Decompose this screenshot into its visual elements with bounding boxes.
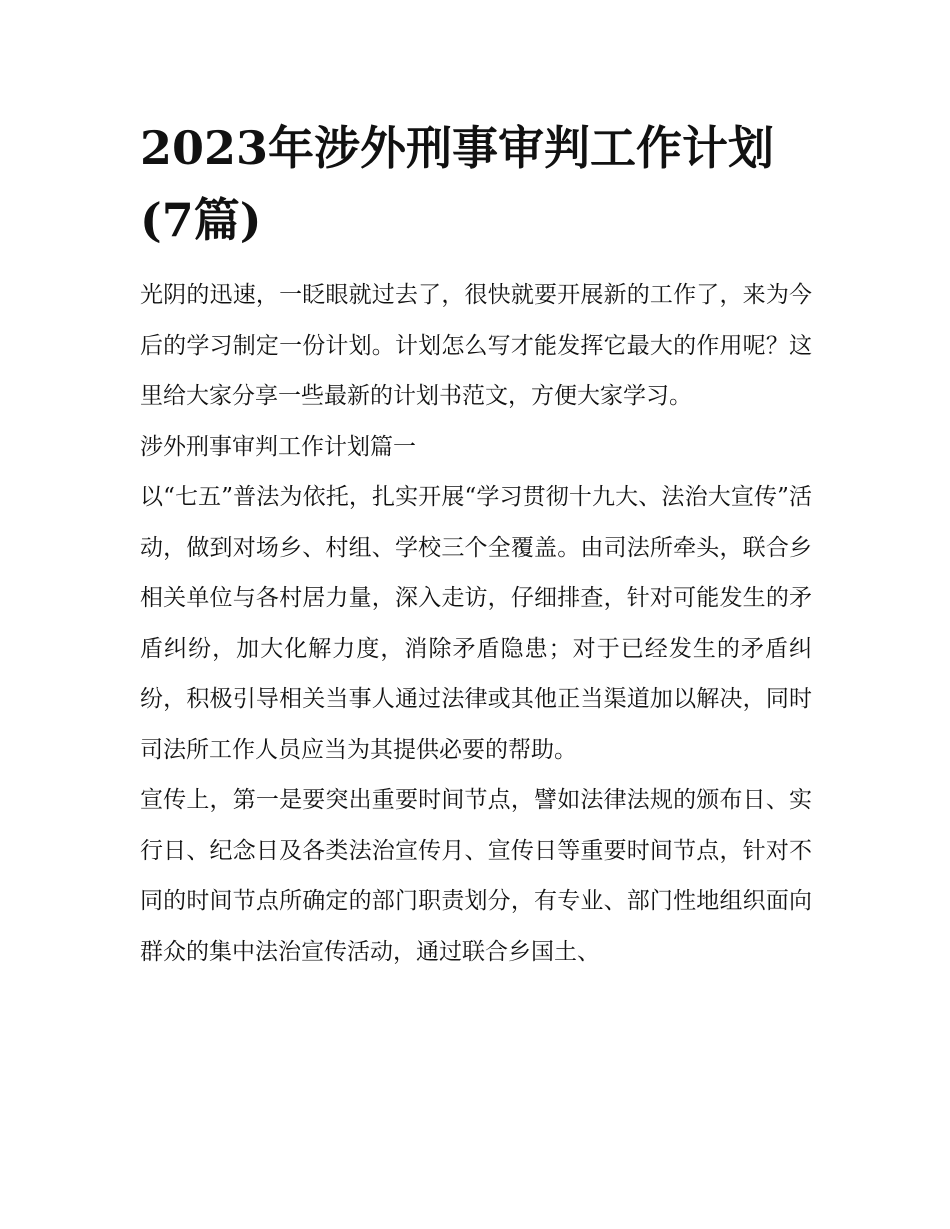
body-paragraph-1: 以“七五”普法为依托，扎实开展“学习贯彻十九大、法治大宣传”活动，做到对场乡、村组、学校三个全覆盖。由司法所牵头，联合乡相关单位与各村居力量，深入走访，仔细排查，针对可能发生的矛盾纠纷，加大化解力度，消除矛盾隐患；对于已经发生的矛盾纠纷，积极引导相关当事人通过法律或其他正当渠道加以解决，同时司法所工作人员应当为其提供必要的帮助。 [140,484,812,763]
intro-paragraph: 光阴的迅速，一眨眼就过去了，很快就要开展新的工作了，来为今后的学习制定一份计划。计划怎么写才能发挥它最大的作用呢？这里给大家分享一些最新的计划书范文，方便大家学习。 [140,282,812,409]
document-body [140,270,820,977]
document-page [140,112,820,977]
section-heading: 涉外刑事审判工作计划篇一 [140,433,416,460]
document-title: 2023年涉外刑事审判工作计划(7篇) [140,121,775,247]
body-paragraph-2: 宣传上，第一是要突出重要时间节点，譬如法律法规的颁布日、实行日、纪念日及各类法治宣传月、宣传日等重要时间节点，针对不同的时间节点所确定的部门职责划分，有专业、部门性地组织面向群众的集中法治宣传活动，通过联合乡国土、 [140,787,812,965]
